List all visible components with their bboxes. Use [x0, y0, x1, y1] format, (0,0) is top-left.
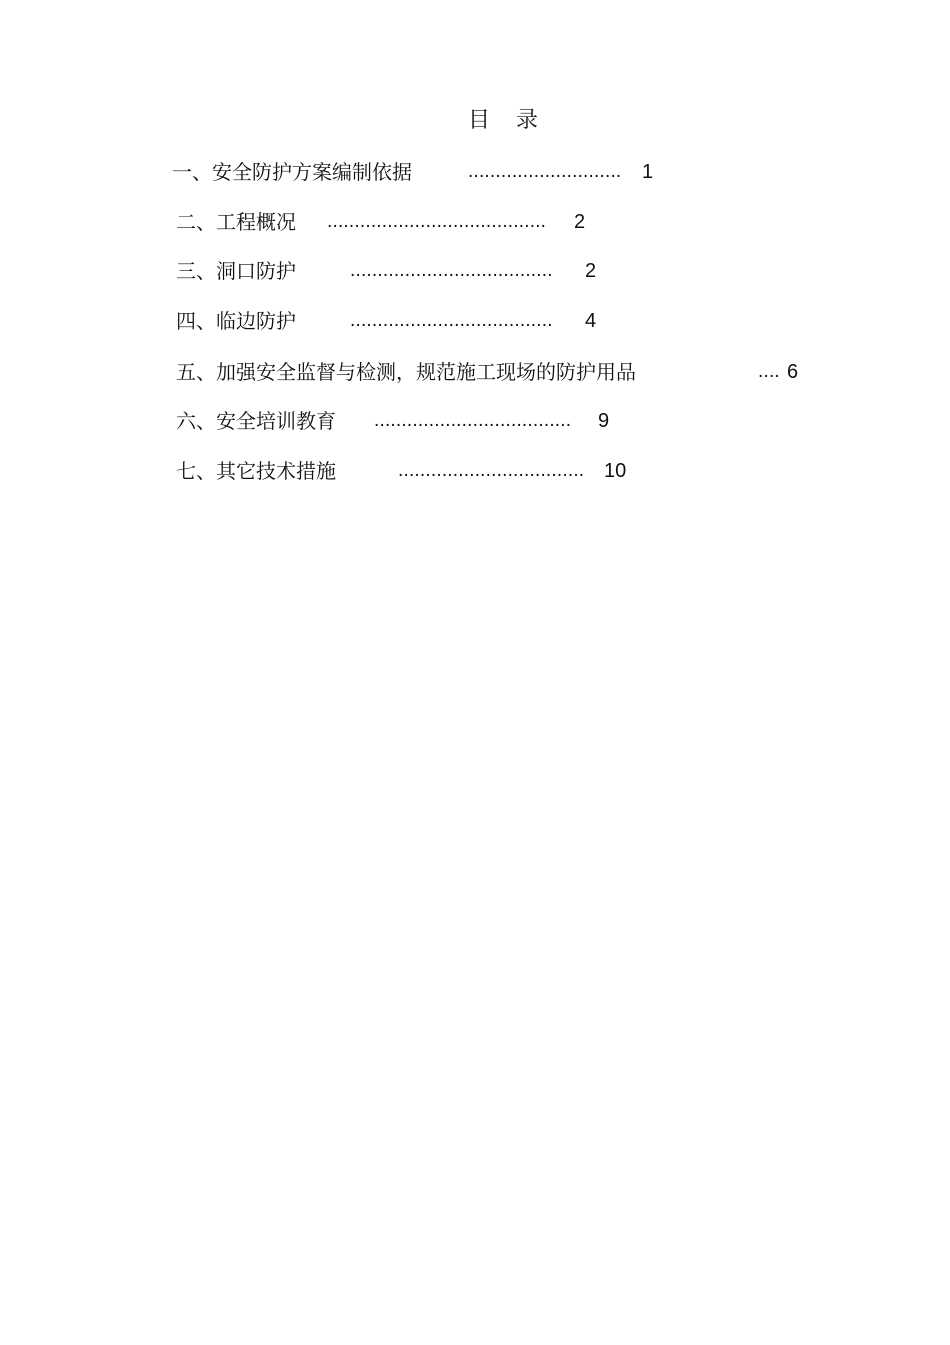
toc-entry-page-number: 10	[604, 460, 627, 482]
toc-entry-label: 四、临边防护	[176, 309, 296, 333]
toc-entry-leader: ....................................	[374, 410, 572, 431]
toc-entry-page-number: 9	[598, 410, 610, 432]
toc-entry-label: 五、加强安全监督与检测，规范施工现场的防护用品	[176, 360, 636, 384]
toc-entry[interactable]	[176, 256, 606, 286]
toc-entry-leader: ............................	[468, 161, 622, 182]
toc-title: 目录	[468, 108, 565, 133]
toc-entry[interactable]	[176, 207, 596, 237]
toc-entry-page-number: 6	[787, 361, 799, 383]
toc-entry[interactable]	[176, 406, 626, 436]
toc-entry-page-number: 2	[585, 260, 597, 282]
toc-entry-leader: .....................................	[350, 260, 553, 281]
toc-entry-label: 二、工程概况	[176, 210, 296, 234]
toc-entry[interactable]	[172, 157, 662, 187]
toc-entry[interactable]	[176, 456, 646, 486]
toc-entry-leader: ....	[758, 361, 780, 382]
toc-entry-page-number: 4	[585, 310, 597, 332]
toc-entry-leader: .....................................	[350, 310, 553, 331]
toc-entry-label: 七、其它技术措施	[176, 459, 336, 483]
toc-entry[interactable]	[176, 357, 806, 387]
toc-entry-page-number: 1	[642, 161, 654, 183]
toc-entry[interactable]	[176, 306, 606, 336]
toc-entry-label: 一、安全防护方案编制依据	[172, 160, 412, 184]
toc-entry-label: 六、安全培训教育	[176, 409, 336, 433]
toc-entry-leader: ..................................	[398, 460, 585, 481]
toc-entry-page-number: 2	[574, 211, 586, 233]
toc-entry-leader: ........................................	[327, 211, 547, 232]
toc-entry-label: 三、洞口防护	[176, 259, 296, 283]
